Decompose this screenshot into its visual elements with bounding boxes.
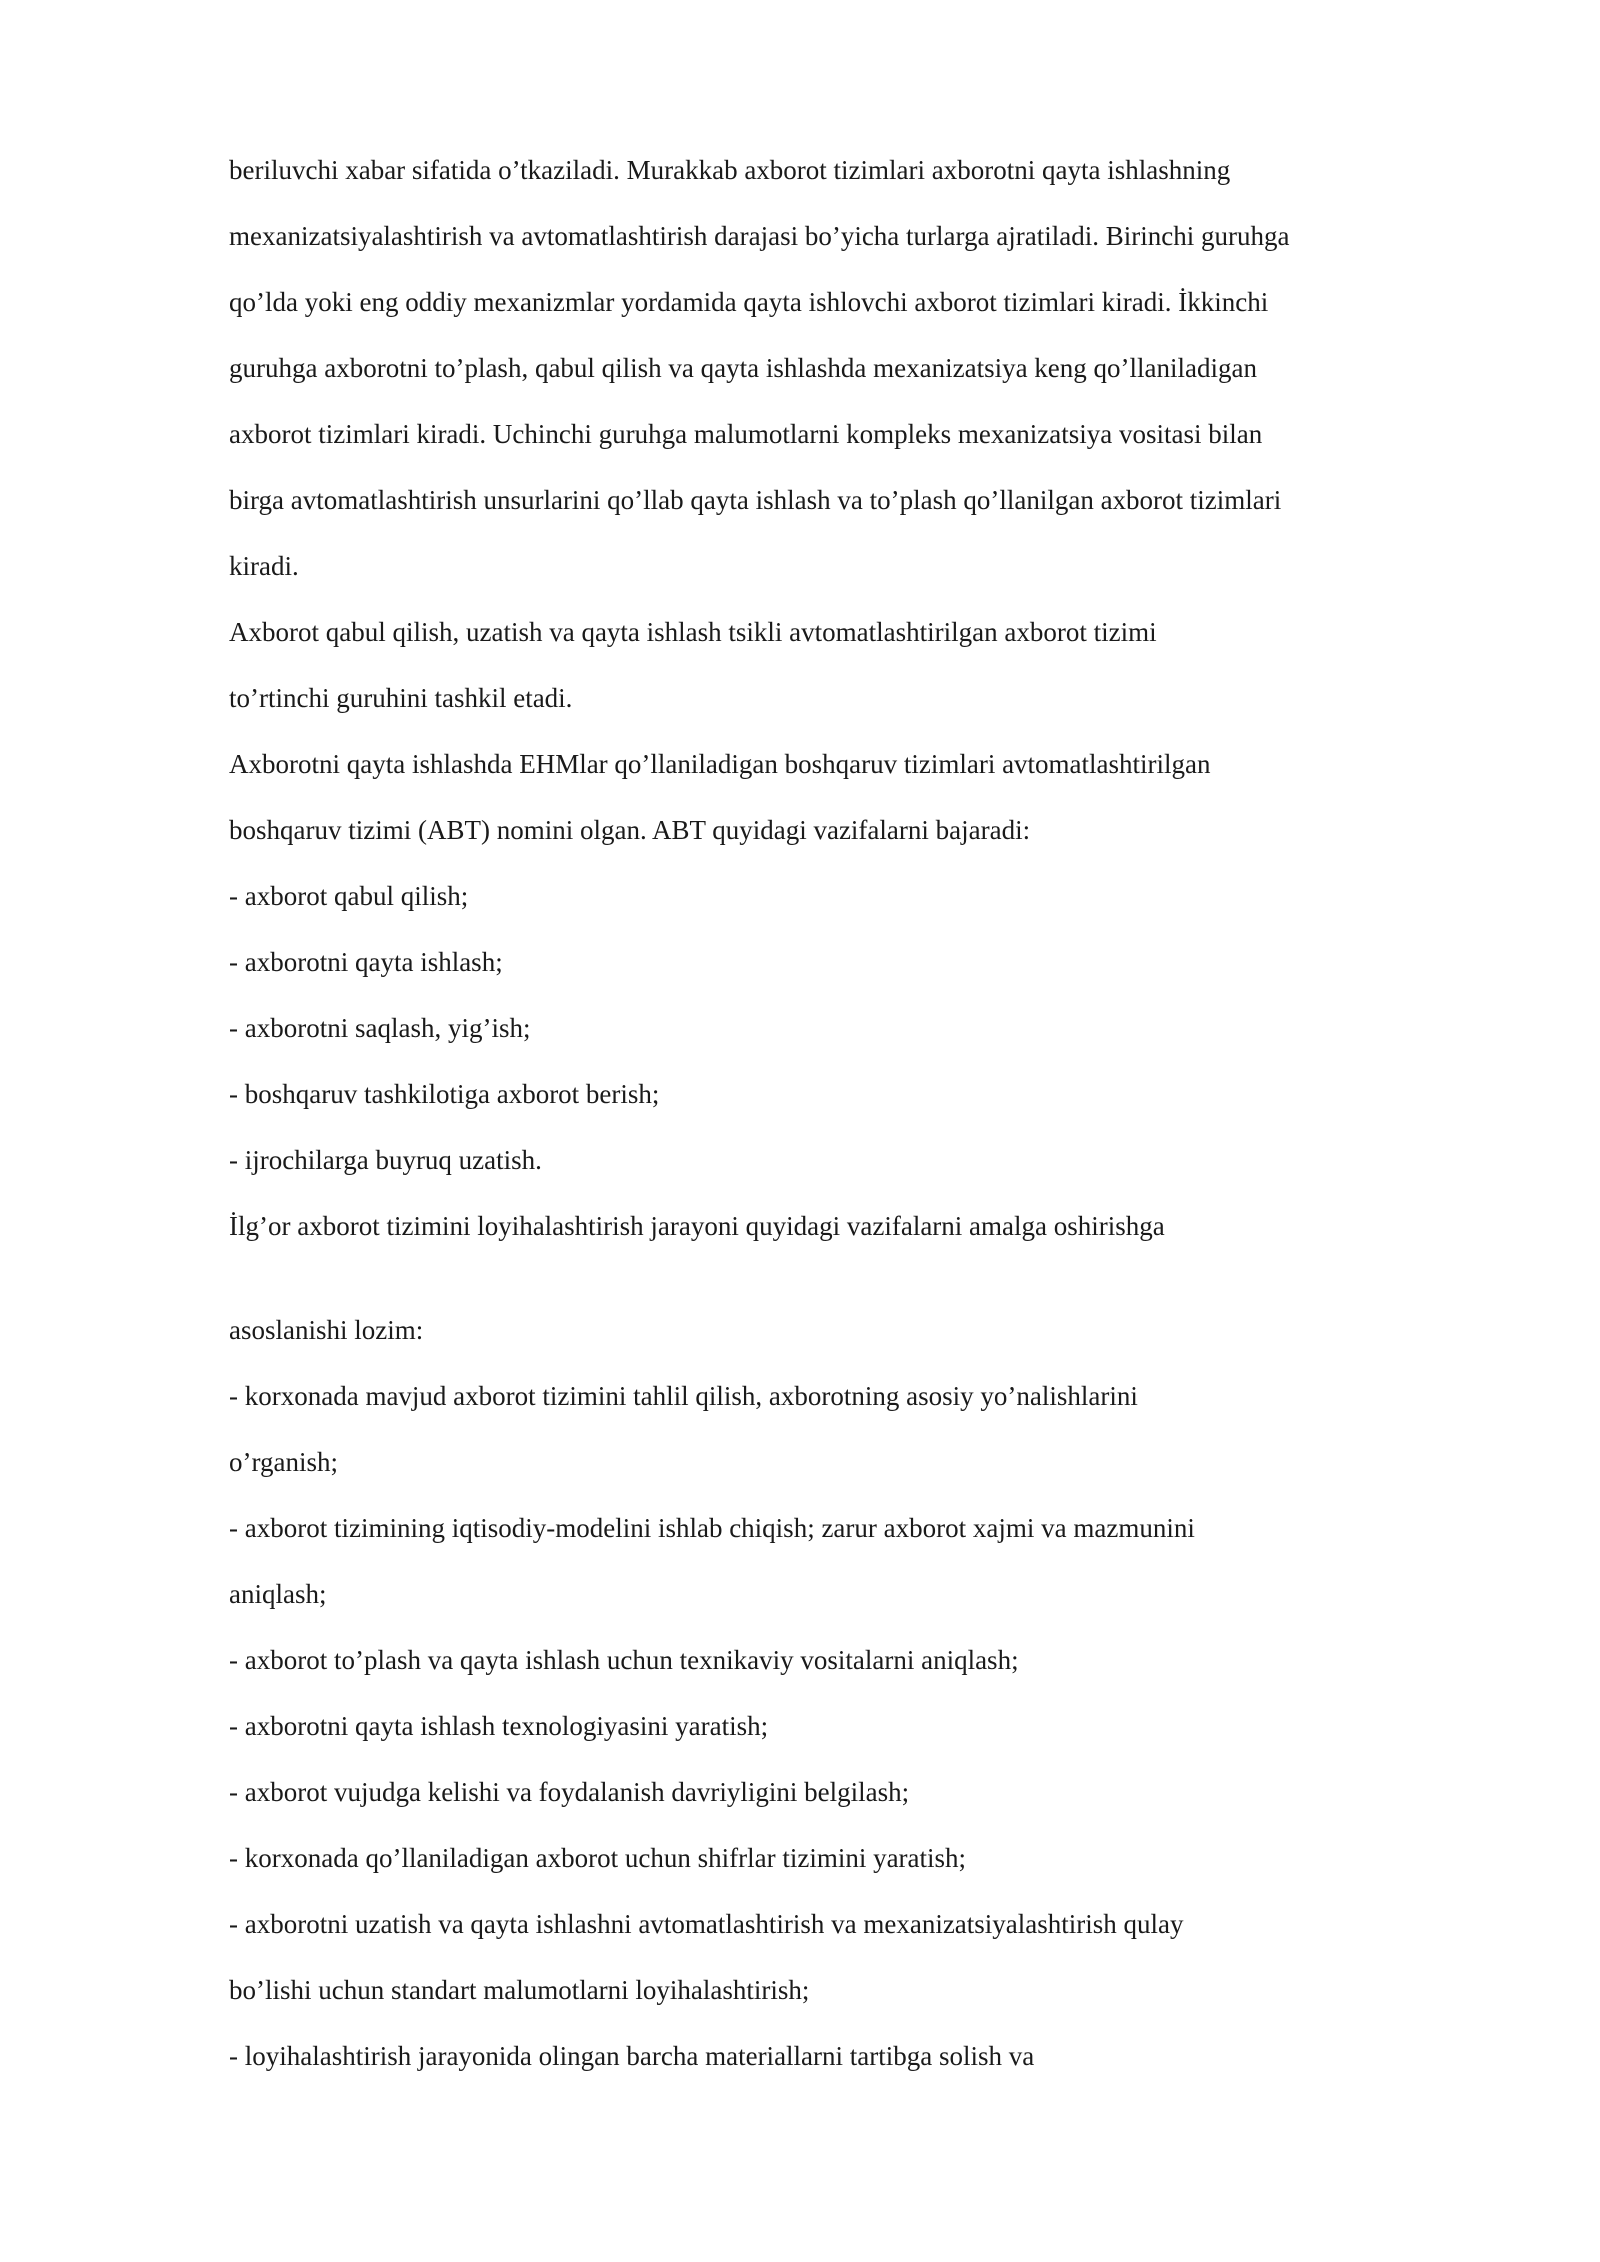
- text-line: boshqaruv tizimi (ABT) nomini olgan. ABT quyidagi vazifalarni bajaradi:: [229, 815, 1031, 845]
- text-line: birga avtomatlashtirish unsurlarini qo’llab qayta ishlash va to’plash qo’llanilgan axborot tizimlari: [229, 485, 1282, 515]
- text-line: mexanizatsiyalashtirish va avtomatlashtirish darajasi bo’yicha turlarga ajratiladi. Birinchi guruhga: [229, 221, 1290, 251]
- text-line: bo’lishi uchun standart malumotlarni loyihalashtirish;: [229, 1975, 810, 2005]
- text-line: guruhga axborotni to’plash, qabul qilish va qayta ishlashda mexanizatsiya keng qo’llaniladigan: [229, 353, 1257, 383]
- text-line: o’rganish;: [229, 1447, 338, 1477]
- list-item: - axborot to’plash va qayta ishlash uchun texnikaviy vositalarni aniqlash;: [229, 1645, 1019, 1675]
- list-item: - axborotni uzatish va qayta ishlashni avtomatlashtirish va mexanizatsiyalashtirish qulay: [229, 1909, 1184, 1939]
- list-item: - axborot qabul qilish;: [229, 881, 469, 911]
- list-item: - axborotni qayta ishlash texnologiyasini yaratish;: [229, 1711, 769, 1741]
- text-line: kiradi.: [229, 551, 299, 581]
- text-line: qo’lda yoki eng oddiy mexanizmlar yordamida qayta ishlovchi axborot tizimlari kiradi. İkkinchi: [229, 287, 1269, 317]
- text-line: İlg’or axborot tizimini loyihalashtirish jarayoni quyidagi vazifalarni amalga oshirishga: [229, 1211, 1165, 1241]
- text-line: beriluvchi xabar sifatida o’tkaziladi. Murakkab axborot tizimlari axborotni qayta ishlashning: [229, 155, 1231, 185]
- text-line: to’rtinchi guruhini tashkil etadi.: [229, 683, 573, 713]
- list-item: - axborot tizimining iqtisodiy-modelini ishlab chiqish; zarur axborot xajmi va mazmunini: [229, 1513, 1195, 1543]
- list-item: - axborotni qayta ishlash;: [229, 947, 503, 977]
- list-item: - boshqaruv tashkilotiga axborot berish;: [229, 1079, 660, 1109]
- text-line: aniqlash;: [229, 1579, 327, 1609]
- list-item: - axborotni saqlash, yig’ish;: [229, 1013, 531, 1043]
- list-item: - korxonada mavjud axborot tizimini tahlil qilish, axborotning asosiy yo’nalishlarini: [229, 1381, 1138, 1411]
- text-line: axborot tizimlari kiradi. Uchinchi guruhga malumotlarni kompleks mexanizatsiya vositasi bilan: [229, 419, 1263, 449]
- text-line: Axborotni qayta ishlashda EHMlar qo’llaniladigan boshqaruv tizimlari avtomatlashtirilgan: [229, 749, 1211, 779]
- text-line: Axborot qabul qilish, uzatish va qayta ishlash tsikli avtomatlashtirilgan axborot tizimi: [229, 617, 1157, 647]
- list-item: - axborot vujudga kelishi va foydalanish davriyligini belgilash;: [229, 1777, 910, 1807]
- list-item: - ijrochilarga buyruq uzatish.: [229, 1145, 542, 1175]
- list-item: - loyihalashtirish jarayonida olingan barcha materiallarni tartibga solish va: [229, 2041, 1035, 2071]
- text-line: asoslanishi lozim:: [229, 1315, 424, 1345]
- list-item: - korxonada qo’llaniladigan axborot uchun shifrlar tizimini yaratish;: [229, 1843, 967, 1873]
